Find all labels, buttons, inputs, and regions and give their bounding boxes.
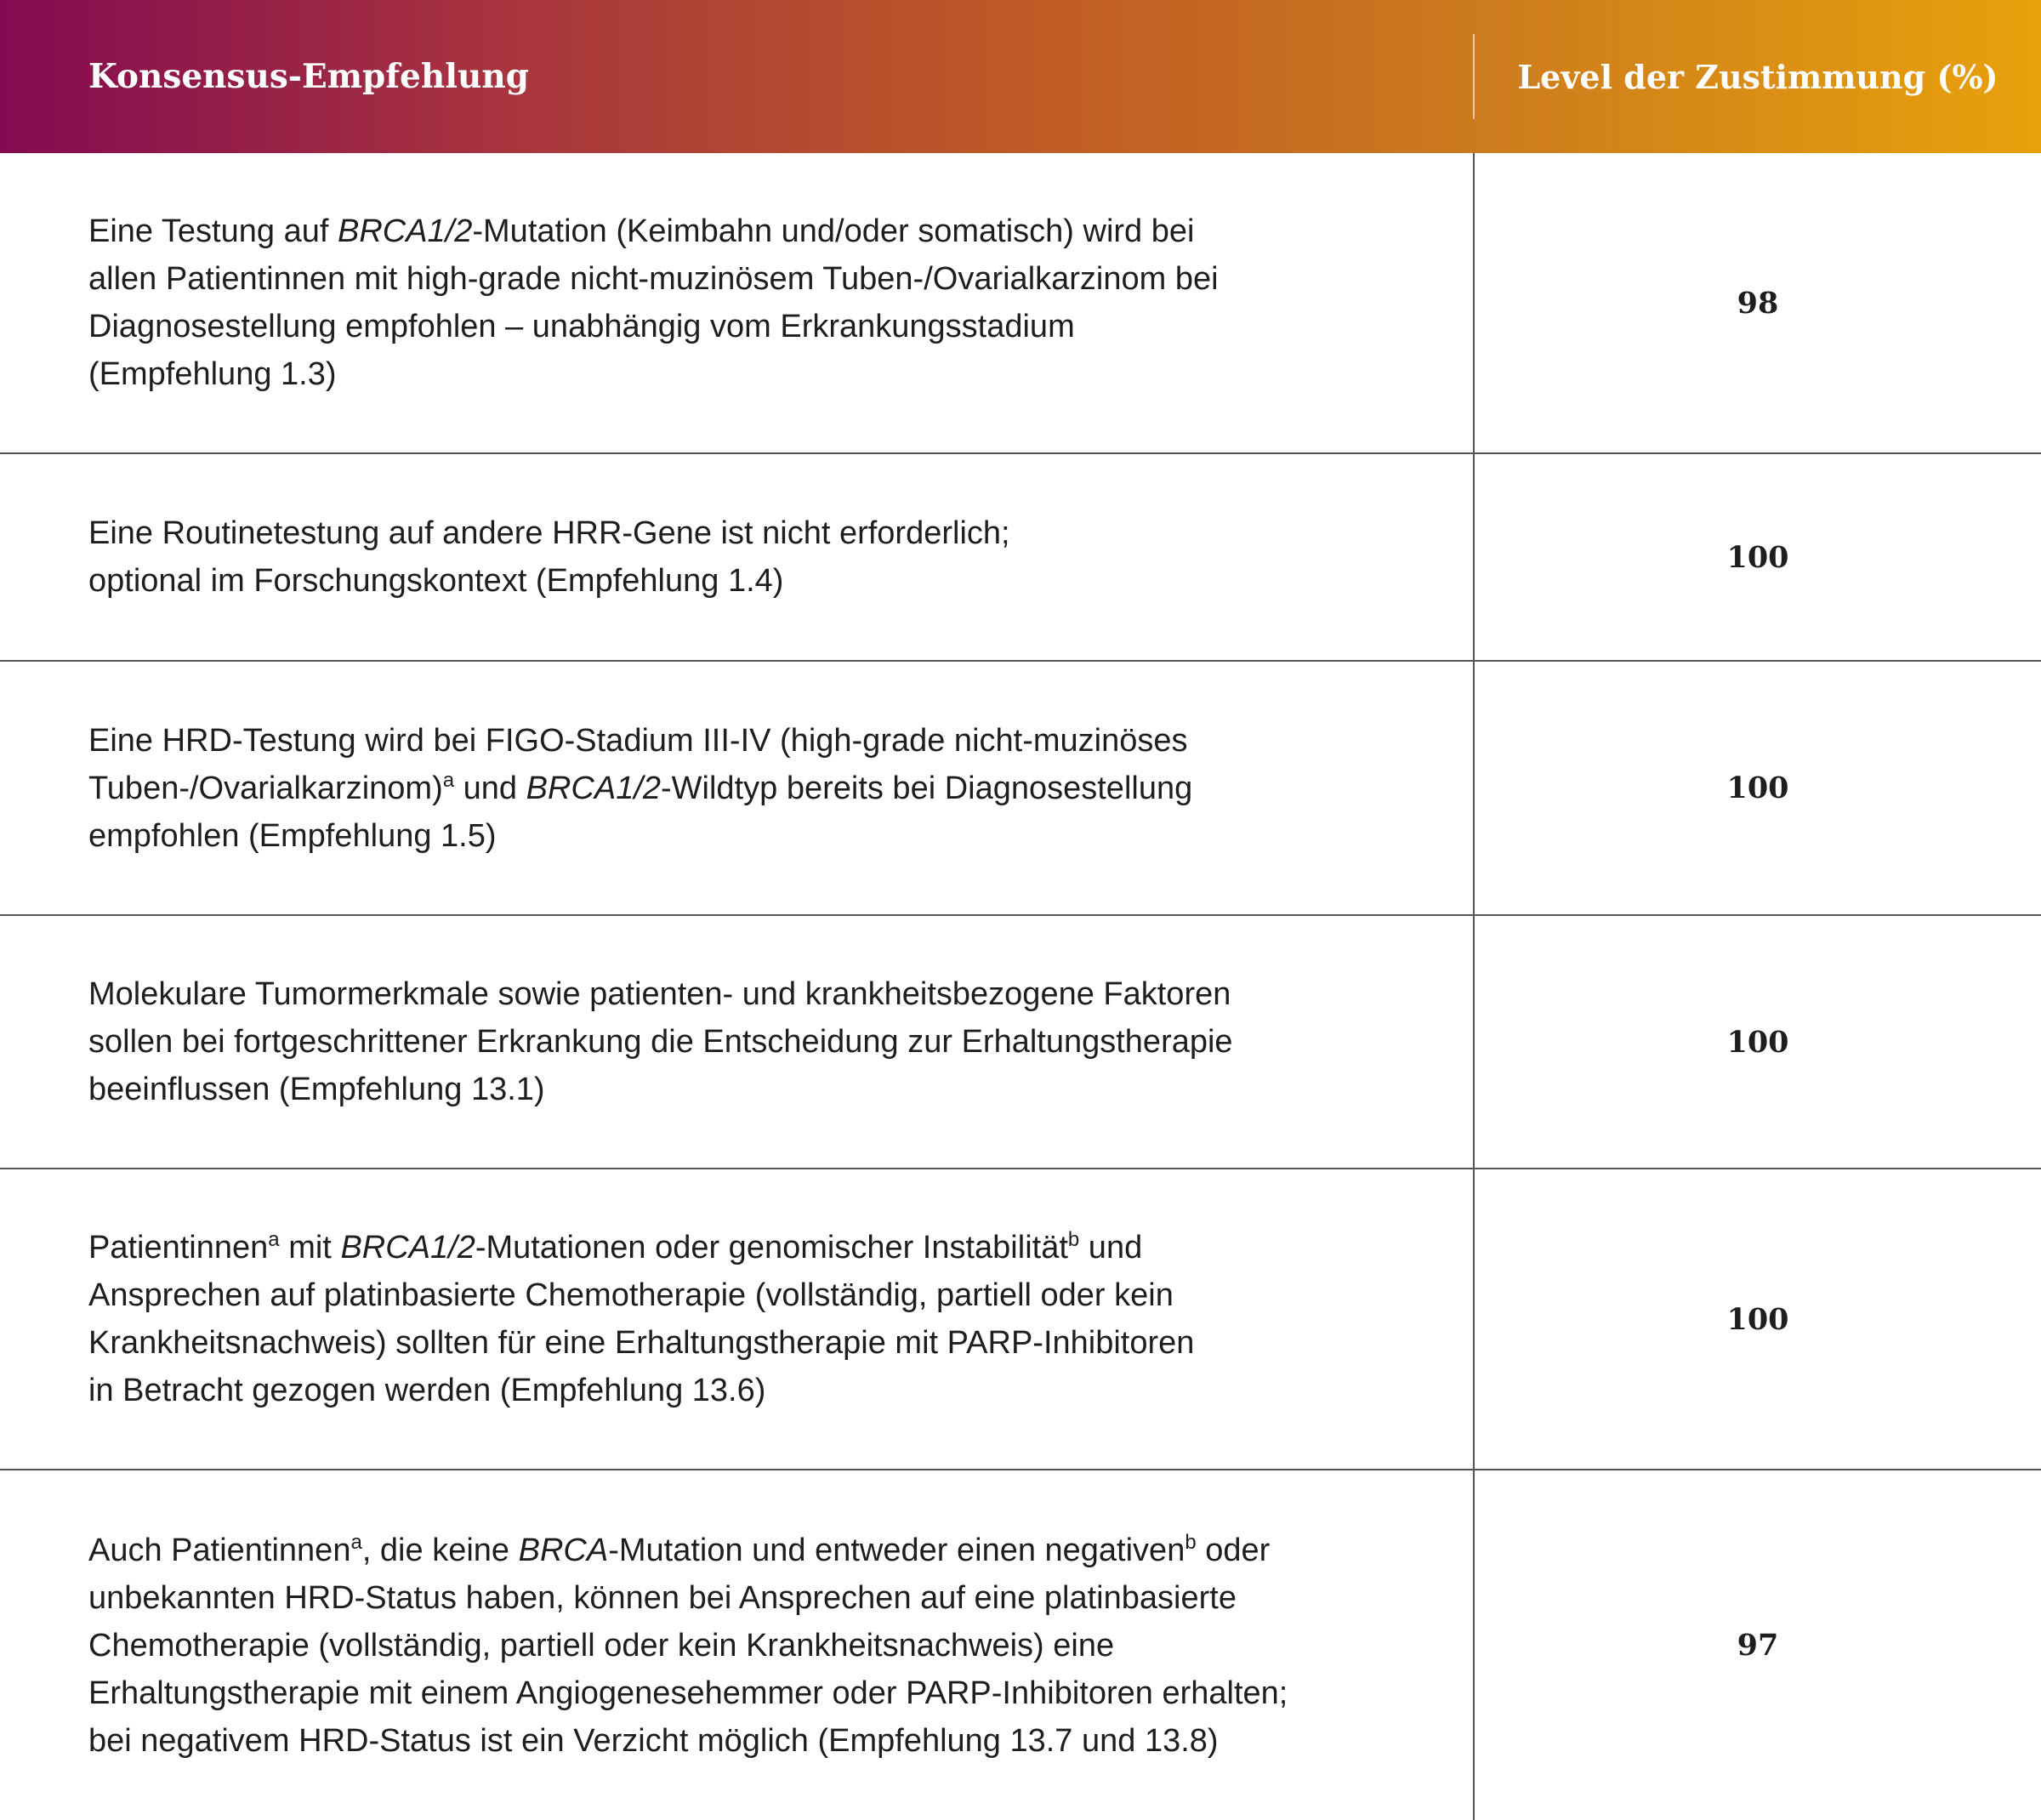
table-row	[0, 662, 2041, 916]
footnote-marker: b	[1067, 1228, 1080, 1251]
gene-name: BRCA1/2	[337, 213, 473, 249]
text-segment: -Wildtyp bereits bei Diagnosestellung empfohlen (Empfehlung 1.5)	[88, 770, 1193, 854]
recommendation-text	[88, 1527, 1288, 1765]
gene-name: BRCA	[518, 1532, 609, 1568]
recommendation-cell	[88, 153, 1449, 452]
gene-name: BRCA1/2	[526, 770, 662, 806]
footnote-marker: a	[350, 1530, 362, 1554]
table-row	[0, 1470, 2041, 1820]
table-row	[0, 153, 2041, 454]
footnote-marker: a	[268, 1228, 280, 1251]
text-segment: und Ansprechen auf platinbasierte Chemotherapie (vollständig, partiell oder kein Krankheitsnachweis) sollten für eine Erhaltungstherapie mit PARP-Inhibitoren in Betracht gezogen werden (Empfehlung 13.6)	[88, 1230, 1195, 1408]
text-segment: Eine Testung auf	[88, 213, 338, 249]
table-row	[0, 1169, 2041, 1470]
recommendation-text	[88, 1224, 1194, 1414]
text-segment: und	[454, 770, 526, 806]
header-recommendation: Konsensus-Empfehlung	[88, 57, 529, 96]
table-row	[0, 454, 2041, 662]
gene-name: BRCA1/2	[340, 1230, 475, 1265]
agreement-value: 100	[1726, 1301, 1789, 1337]
text-segment: -Mutationen oder genomischer Instabilität	[475, 1230, 1068, 1265]
table-header	[0, 0, 2041, 153]
text-segment: Eine HRD-Testung wird bei FIGO-Stadium III-IV (high-grade nicht-muzinöses Tuben-/Ovarialkarzinom)	[88, 722, 1188, 806]
recommendation-cell	[88, 916, 1449, 1168]
table-row	[0, 916, 2041, 1169]
recommendation-text	[88, 717, 1192, 860]
agreement-value: 100	[1726, 771, 1789, 805]
recommendation-text	[88, 509, 1010, 605]
text-segment: Patientinnen	[88, 1230, 269, 1265]
agreement-value: 100	[1726, 539, 1789, 575]
agreement-value: 98	[1737, 285, 1779, 321]
recommendation-cell	[88, 454, 1449, 660]
agreement-value: 100	[1726, 1024, 1789, 1060]
header-agreement: Level der Zustimmung (%)	[1517, 57, 1998, 96]
text-segment: Eine Routinetestung auf andere HRR-Gene ist nicht erforderlich; optional im Forschungskontext (Empfehlung 1.4)	[88, 515, 1010, 599]
text-segment: mit	[279, 1230, 341, 1265]
recommendation-text	[88, 970, 1233, 1113]
footnote-marker: a	[442, 768, 455, 792]
text-segment: , die keine	[361, 1532, 519, 1568]
agreement-value: 97	[1737, 1628, 1779, 1663]
recommendation-cell	[88, 1169, 1449, 1469]
text-segment: oder unbekannten HRD-Status haben, können bei Ansprechen auf eine platinbasierte Chemotherapie (vollständig, partiell oder kein Krankheitsnachweis) eine Erhaltungstherapie mit einem Angiogenesehemmer oder PARP-Inhibitoren erhalten; bei negativem HRD-Status ist ein Verzicht möglich (Empfehlung 13.7 und 13.8)	[88, 1532, 1288, 1759]
footnote-marker: b	[1185, 1530, 1197, 1554]
text-segment: Molekulare Tumormerkmale sowie patienten- und krankheitsbezogene Faktoren sollen bei fortgeschrittener Erkrankung die Entscheidung zur Erhaltungstherapie beeinflussen (Empfehlung 13.1)	[88, 976, 1233, 1107]
text-segment: -Mutation (Keimbahn und/oder somatisch) wird bei allen Patientinnen mit high-grade nicht-muzinösem Tuben-/Ovarialkarzinom bei Diagnosestellung empfohlen – unabhängig vom Erkrankungsstadium (Empfehlung 1.3)	[88, 213, 1219, 392]
recommendation-cell	[88, 662, 1449, 914]
recommendation-text	[88, 208, 1219, 398]
text-segment: -Mutation und entweder einen negativen	[608, 1532, 1185, 1568]
recommendation-cell	[88, 1470, 1449, 1820]
text-segment: Auch Patientinnen	[88, 1532, 351, 1568]
